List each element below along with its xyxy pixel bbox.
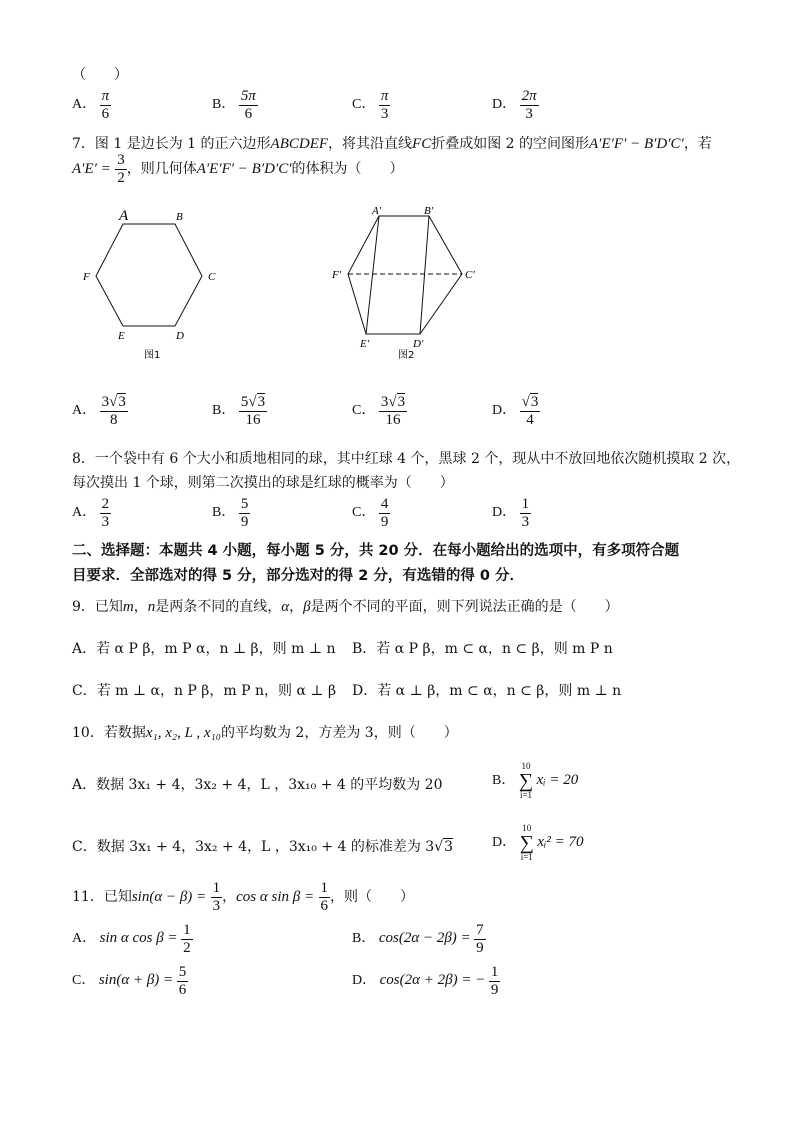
radicand: 3 xyxy=(530,394,539,410)
q7-solid-name: A′E′F′ − B′D′C′ xyxy=(196,161,292,177)
option-letter: A． xyxy=(72,931,97,947)
radicand: 3 xyxy=(257,394,266,410)
frac-num: 1 xyxy=(183,922,191,938)
q7-text: 折叠成如图 2 的空间图形 xyxy=(431,136,590,152)
q6-option-d xyxy=(492,88,539,122)
q10-stem xyxy=(72,722,458,742)
frac-num: 1 xyxy=(212,880,221,896)
option-letter: A． xyxy=(72,403,97,419)
vertex-label-c-prime: C′ xyxy=(465,269,475,281)
q9-option-b: B．若 α P β，m ⊂ α，n ⊂ β，则 m P n xyxy=(352,641,613,657)
option-letter: D． xyxy=(492,403,517,419)
edge-b-d xyxy=(420,216,429,334)
frac-num: 5 xyxy=(240,496,249,512)
option-letter: A． xyxy=(72,505,97,521)
q7-option-a xyxy=(72,394,128,428)
q6-option-a xyxy=(72,88,111,122)
vertex-label-e: E xyxy=(118,330,125,342)
vertex-label-b-prime: B′ xyxy=(424,205,434,217)
frac-den: 6 xyxy=(320,897,329,914)
q9-text: 是两个不同的平面，则下列说法正确的是（ ） xyxy=(310,599,619,615)
q9-text: ， xyxy=(289,599,304,615)
frac-den: 16 xyxy=(385,411,401,428)
q8-stem-line2: 每次摸出 1 个球，则第二次摸出的球是红球的概率为（ ） xyxy=(72,475,454,491)
q10-text: C．数据 3x₁ + 4，3x₂ + 4，L ，3x₁₀ + 4 的标准差为 3 xyxy=(72,839,435,855)
frac-num: 3√3 xyxy=(380,394,406,410)
radicand: 3 xyxy=(444,839,454,855)
sum-upper: 10 xyxy=(522,823,532,833)
option-letter: C． xyxy=(352,403,376,419)
q10-data-list: x₁, x₂, L , x₁₀ xyxy=(145,725,221,741)
frac-num: 5π xyxy=(240,88,256,104)
sum-expr: xᵢ² = 70 xyxy=(537,834,584,851)
frac-num: 7 xyxy=(476,922,484,938)
coef: 3 xyxy=(380,394,389,410)
option-letter: B． xyxy=(212,505,236,521)
q11-text: 11．已知 xyxy=(72,889,132,905)
q11-option-d xyxy=(352,964,500,998)
solid-outline xyxy=(348,216,462,334)
frac-den: 2 xyxy=(117,169,125,186)
frac-num: π xyxy=(380,88,389,104)
q10-text: 10．若数据 xyxy=(72,725,146,741)
q8-option-c xyxy=(352,496,390,530)
vertex-label-d: D xyxy=(176,330,184,342)
q10-text: 的平均数为 2，方差为 3，则（ ） xyxy=(220,725,458,741)
frac-num: 3√3 xyxy=(101,394,126,410)
q7-text: 的体积为（ ） xyxy=(291,161,404,177)
frac-num: 3 xyxy=(117,152,125,168)
frac-den: 9 xyxy=(240,513,249,530)
q6-paren: （ ） xyxy=(72,67,128,83)
q7-stem-line2 xyxy=(72,152,404,186)
q11-text: ， xyxy=(222,889,237,905)
frac-den: 6 xyxy=(178,981,187,998)
q7-stem-line1 xyxy=(72,133,712,153)
option-letter: B． xyxy=(212,403,236,419)
frac-den: 3 xyxy=(525,105,533,122)
q7-option-c xyxy=(352,394,407,428)
sum-upper: 10 xyxy=(521,761,531,771)
frac-den: 3 xyxy=(101,513,110,530)
option-letter: B． xyxy=(352,931,376,947)
var-beta: β xyxy=(303,599,311,615)
q9-option-c: C．若 m ⊥ α，n P β，m P n，则 α ⊥ β xyxy=(72,683,337,699)
option-letter: A． xyxy=(72,97,97,113)
figure-caption: 图1 xyxy=(144,350,161,361)
q6-option-c xyxy=(352,88,390,122)
frac-num: 5 xyxy=(178,964,187,980)
frac-den: 16 xyxy=(245,411,261,428)
q7-option-d xyxy=(492,394,540,428)
q9-option-d: D．若 α ⊥ β，m ⊂ α，n ⊂ β，则 m ⊥ n xyxy=(352,683,622,699)
q11-option-a xyxy=(72,922,193,956)
q10-option-c: C．数据 3x₁ + 4，3x₂ + 4，L ，3x₁₀ + 4 的标准差为 3√3 xyxy=(72,839,454,855)
section-2-heading-line2: 目要求．全部选对的得 5 分，部分选对的得 2 分，有选错的得 0 分． xyxy=(72,568,525,584)
frac-den: 9 xyxy=(476,939,484,956)
option-expr: cos(2α − 2β) = xyxy=(378,930,471,947)
q9-text: 是两条不同的直线， xyxy=(155,599,282,615)
q10-option-a: A．数据 3x₁ + 4，3x₂ + 4，L ，3x₁₀ + 4 的平均数为 20 xyxy=(72,777,443,793)
q11-text: ，则（ ） xyxy=(330,889,415,905)
sum-expr: xᵢ = 20 xyxy=(536,772,579,789)
var-n: n xyxy=(147,599,156,615)
figure-2-folded-solid xyxy=(328,200,488,370)
q6-option-b xyxy=(212,88,258,122)
option-letter: D． xyxy=(492,835,517,851)
frac-num: π xyxy=(101,88,110,104)
radicand: 3 xyxy=(118,394,126,410)
frac-den: 6 xyxy=(244,105,253,122)
q7-hexagon-name: ABCDEF xyxy=(270,136,329,152)
frac-num: 4 xyxy=(380,496,389,512)
frac-den: 3 xyxy=(380,105,389,122)
q11-option-b xyxy=(352,922,486,956)
q11-expr2: cos α sin β = xyxy=(236,889,315,905)
frac-den: 9 xyxy=(490,981,499,998)
option-expr: sin α cos β = xyxy=(99,930,178,947)
q11-stem xyxy=(72,880,414,914)
option-expr: cos(2α + 2β) = − xyxy=(379,972,486,989)
q7-solid-name: A′E′F′ − B′D′C′ xyxy=(589,136,684,152)
frac-num: 1 xyxy=(320,880,329,896)
q8-option-b xyxy=(212,496,250,530)
q8-stem-line1: 8．一个袋中有 6 个大小和质地相同的球，其中红球 4 个，黑球 2 个，现从中不放回地依次随机摸取 2 次， xyxy=(72,451,741,467)
vertex-label-e-prime: E′ xyxy=(360,338,370,350)
option-letter: D． xyxy=(352,973,377,989)
frac-den: 6 xyxy=(101,105,110,122)
frac-num: 2π xyxy=(521,88,537,104)
coef: 5 xyxy=(240,394,249,410)
frac-den: 8 xyxy=(109,411,118,428)
figure-caption: 图2 xyxy=(398,350,415,361)
var-alpha: α xyxy=(281,599,290,615)
vertex-label-f: F xyxy=(83,271,90,283)
figure-1-hexagon xyxy=(78,206,228,366)
q7-text: 7．图 1 是边长为 1 的正六边形 xyxy=(72,136,271,152)
q8-option-a xyxy=(72,496,111,530)
radicand: 3 xyxy=(397,394,406,410)
q9-stem xyxy=(72,596,619,616)
vertex-label-a-prime: A′ xyxy=(372,205,382,217)
frac-num: 1 xyxy=(521,496,530,512)
q9-text: 9．已知 xyxy=(72,599,123,615)
sum-lower: i=1 xyxy=(519,790,533,800)
q11-expr1: sin(α − β) = xyxy=(131,889,207,905)
coef: 3 xyxy=(101,394,110,410)
edge-a-e xyxy=(366,216,379,334)
option-expr: sin(α + β) = xyxy=(98,972,174,989)
q7-text: ，则几何体 xyxy=(126,161,197,177)
option-letter: C． xyxy=(352,97,376,113)
hexagon-outline xyxy=(96,224,202,326)
frac-den: 3 xyxy=(212,897,221,914)
option-letter: D． xyxy=(492,97,517,113)
option-letter: C． xyxy=(72,973,96,989)
q10-option-b xyxy=(492,762,578,800)
sum-symbol: 10 ∑ i=1 xyxy=(518,761,534,800)
frac-den: 9 xyxy=(380,513,389,530)
vertex-label-b: B xyxy=(176,211,183,223)
q7-fold-line: FC xyxy=(412,136,432,152)
sum-lower: i=1 xyxy=(520,852,533,862)
vertex-label-d-prime: D′ xyxy=(413,338,424,350)
q7-option-b xyxy=(212,394,267,428)
option-letter: D． xyxy=(492,505,517,521)
frac-den: 4 xyxy=(526,411,534,428)
sum-symbol: 10 ∑ i=1 xyxy=(519,823,534,862)
q10-option-d xyxy=(492,824,584,862)
frac-num: 1 xyxy=(490,964,499,980)
section-2-heading-line1: 二、选择题：本题共 4 小题，每小题 5 分，共 20 分．在每小题给出的选项中，有多项符合题 xyxy=(72,543,680,559)
option-letter: C． xyxy=(352,505,376,521)
q7-text: ，将其沿直线 xyxy=(328,136,413,152)
vertex-label-a: A xyxy=(119,208,129,224)
var-m: m xyxy=(122,599,134,615)
frac-num: 5√3 xyxy=(240,394,266,410)
option-letter: B． xyxy=(212,97,236,113)
frac-den: 3 xyxy=(521,513,530,530)
q8-option-d xyxy=(492,496,531,530)
q9-option-a: A．若 α P β，m P α，n ⊥ β，则 m ⊥ n xyxy=(72,641,336,657)
frac-num: √3 xyxy=(521,394,539,410)
frac-num: 2 xyxy=(101,496,110,512)
vertex-label-f-prime: F′ xyxy=(332,269,342,281)
frac-den: 2 xyxy=(183,939,191,956)
vertex-label-c: C xyxy=(208,271,216,283)
q9-text: ， xyxy=(133,599,148,615)
q7-text: ，若 xyxy=(683,136,712,152)
option-letter: B． xyxy=(492,773,516,789)
q11-option-c xyxy=(72,964,188,998)
q7-edge-expr: A′E′ = xyxy=(72,161,111,177)
